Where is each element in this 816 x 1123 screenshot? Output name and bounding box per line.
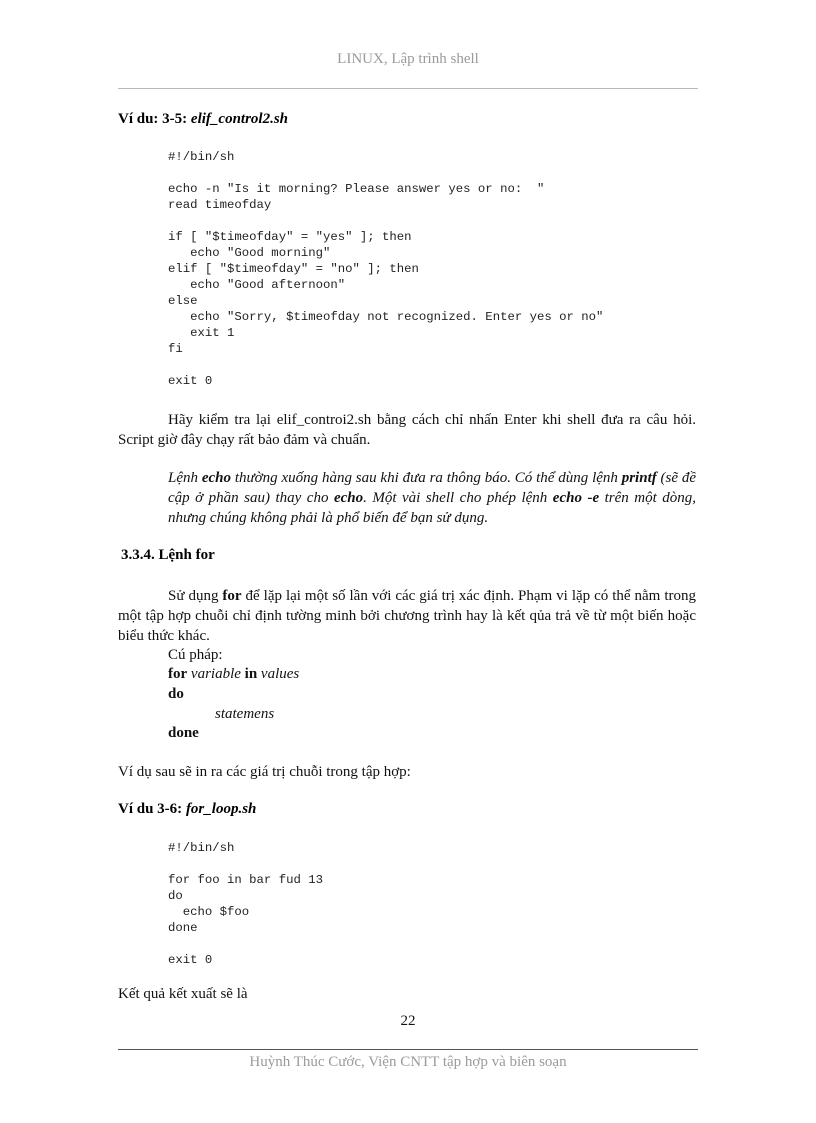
- keyword-for: for: [222, 588, 242, 604]
- example-filename: elif_control2.sh: [190, 111, 289, 127]
- note-echo: Lệnh echo thường xuống hàng sau khi đưa ra thông báo. Có thể dùng lệnh printf (sẽ đề cập ở phần sau) thay cho echo. Một vài shell cho phép lệnh echo -e trên một dòng, nhưng chúng không phải là phổ biến để bạn sử dụng.: [168, 470, 697, 526]
- section-heading-for: 3.3.4. Lệnh for: [121, 547, 215, 563]
- paragraph-example-intro: Ví dụ sau sẽ in ra các giá trị chuỗi trong tập hợp:: [118, 764, 411, 780]
- paragraph-for-description: Sử dụng for để lặp lại một số lần với các giá trị xác định. Phạm vi lặp có thể nằm trong một tập hợp chuỗi chỉ định tường minh bởi chương trình hay là kết qủa trả về từ một biến hoặc biểu thức khác.: [118, 588, 696, 644]
- page-footer-text: Huỳnh Thúc Cước, Viện CNTT tập hợp và biên soạn: [249, 1054, 567, 1070]
- keyword-echo: echo: [333, 490, 364, 506]
- code-block-elif-control2: #!/bin/sh echo -n "Is it morning? Please answer yes or no: " read timeofday if [ "$timeofday" = "yes" ]; then echo "Good morning" elif [ "$timeofday" = "no" ]; then echo "Good afternoon" else echo "Sorry, $timeofday not recognized. Enter yes or no" exit 1 fi exit 0: [168, 150, 604, 388]
- example-3-6-heading: [118, 801, 256, 818]
- example-label: Ví du: 3-5:: [118, 111, 191, 127]
- paragraph-output-intro: Kết quả kết xuất sẽ là: [118, 986, 248, 1002]
- example-3-5-heading: [118, 111, 288, 128]
- paragraph-test-script: Hãy kiểm tra lại elif_controi2.sh bằng cách chỉ nhấn Enter khi shell đưa ra câu hỏi. Script giờ đây chạy rất bảo đảm và chuẩn.: [118, 412, 696, 448]
- syntax-for-line: for variable in values: [168, 666, 300, 682]
- syntax-statements-line: statemens: [215, 706, 275, 722]
- example-label: Ví du 3-6:: [118, 801, 186, 817]
- syntax-do-line: do: [168, 686, 184, 702]
- page-header-title: LINUX, Lập trình shell: [337, 51, 479, 67]
- page-number: 22: [400, 1013, 416, 1029]
- syntax-done-line: done: [168, 725, 199, 741]
- keyword-printf: printf: [621, 470, 657, 486]
- keyword-echo-e: echo -e: [552, 490, 600, 506]
- keyword-echo: echo: [201, 470, 231, 486]
- syntax-label: Cú pháp:: [168, 647, 223, 663]
- example-filename: for_loop.sh: [185, 801, 257, 817]
- footer-rule: [118, 1049, 698, 1050]
- header-rule: [118, 88, 698, 89]
- code-block-for-loop: #!/bin/sh for foo in bar fud 13 do echo $foo done exit 0: [168, 841, 323, 967]
